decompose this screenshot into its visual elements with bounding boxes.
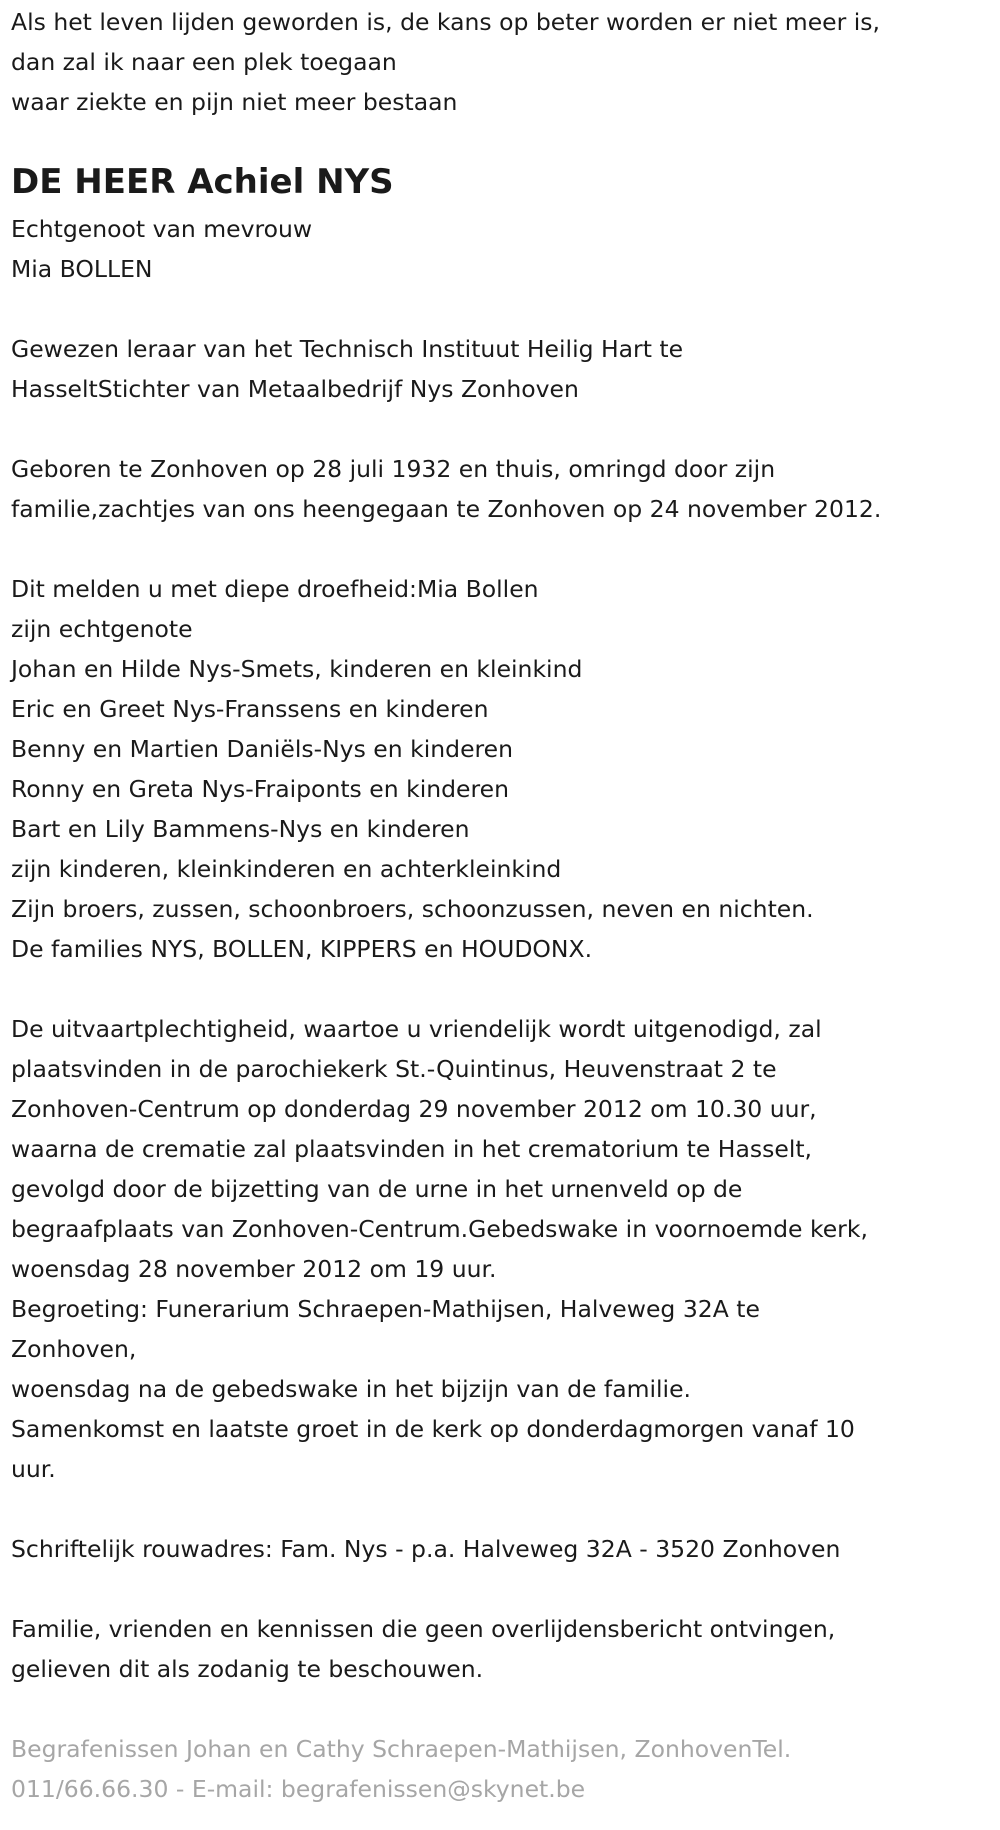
funeral-line: woensdag na de gebedswake in het bijzijn van de familie. xyxy=(11,1375,691,1403)
notice-line: gelieven dit als zodanig te beschouwen. xyxy=(11,1655,484,1683)
poem-section xyxy=(11,2,989,122)
career-line: HasseltStichter van Metaalbedrijf Nys Zonhoven xyxy=(11,375,579,403)
address-section xyxy=(11,1529,989,1569)
spouse-line: Mia BOLLEN xyxy=(11,255,153,283)
funeral-line: Samenkomst en laatste groet in de kerk op donderdagmorgen vanaf 10 xyxy=(11,1415,855,1443)
birth-death-line: Geboren te Zonhoven op 28 juli 1932 en thuis, omringd door zijn xyxy=(11,455,776,483)
spouse-section xyxy=(11,209,989,289)
spacer xyxy=(11,1689,989,1729)
funeral-line: plaatsvinden in de parochiekerk St.-Quintinus, Heuvenstraat 2 te xyxy=(11,1055,777,1083)
family-line: Ronny en Greta Nys-Fraiponts en kinderen xyxy=(11,775,509,803)
spacer xyxy=(11,409,989,449)
spacer xyxy=(11,289,989,329)
funeral-line: begraafplaats van Zonhoven-Centrum.Gebedswake in voornoemde kerk, xyxy=(11,1215,868,1243)
poem-line: waar ziekte en pijn niet meer bestaan xyxy=(11,88,458,116)
family-line: Benny en Martien Daniëls-Nys en kinderen xyxy=(11,735,514,763)
footer-line: Begrafenissen Johan en Cathy Schraepen-Mathijsen, ZonhovenTel. xyxy=(11,1735,792,1763)
footer-line: 011/66.66.30 - E-mail: begrafenissen@skynet.be xyxy=(11,1775,586,1803)
spouse-line: Echtgenoot van mevrouw xyxy=(11,215,313,243)
notice-section xyxy=(11,1609,989,1689)
family-line: zijn echtgenote xyxy=(11,615,193,643)
funeral-line: woensdag 28 november 2012 om 19 uur. xyxy=(11,1255,497,1283)
funeral-home-footer xyxy=(11,1729,989,1809)
family-line: De families NYS, BOLLEN, KIPPERS en HOUDONX. xyxy=(11,935,593,963)
spacer xyxy=(11,969,989,1009)
funeral-line: waarna de crematie zal plaatsvinden in het crematorium te Hasselt, xyxy=(11,1135,813,1163)
family-line: Bart en Lily Bammens-Nys en kinderen xyxy=(11,815,470,843)
family-line: Eric en Greet Nys-Franssens en kinderen xyxy=(11,695,489,723)
mourning-address: Schriftelijk rouwadres: Fam. Nys - p.a. Halveweg 32A - 3520 Zonhoven xyxy=(11,1535,841,1563)
family-section xyxy=(11,569,989,969)
funeral-line: De uitvaartplechtigheid, waartoe u vriendelijk wordt uitgenodigd, zal xyxy=(11,1015,822,1043)
family-line: Zijn broers, zussen, schoonbroers, schoonzussen, neven en nichten. xyxy=(11,895,814,923)
family-line: Dit melden u met diepe droefheid:Mia Bollen xyxy=(11,575,539,603)
family-line: zijn kinderen, kleinkinderen en achterkleinkind xyxy=(11,855,562,883)
spacer xyxy=(11,529,989,569)
career-section xyxy=(11,329,989,409)
spacer xyxy=(11,1569,989,1609)
notice-line: Familie, vrienden en kennissen die geen overlijdensbericht ontvingen, xyxy=(11,1615,836,1643)
funeral-line: uur. xyxy=(11,1455,56,1483)
funeral-line: Zonhoven-Centrum op donderdag 29 november 2012 om 10.30 uur, xyxy=(11,1095,817,1123)
funeral-line: gevolgd door de bijzetting van de urne in het urnenveld op de xyxy=(11,1175,743,1203)
family-line: Johan en Hilde Nys-Smets, kinderen en kleinkind xyxy=(11,655,583,683)
poem-line: dan zal ik naar een plek toegaan xyxy=(11,48,397,76)
birth-death-line: familie,zachtjes van ons heengegaan te Zonhoven op 24 november 2012. xyxy=(11,495,882,523)
deceased-name-title: DE HEER Achiel NYS xyxy=(11,162,394,202)
birth-death-section xyxy=(11,449,989,529)
spacer xyxy=(11,1489,989,1529)
poem-line: Als het leven lijden geworden is, de kans op beter worden er niet meer is, xyxy=(11,8,880,36)
funeral-line: Begroeting: Funerarium Schraepen-Mathijsen, Halveweg 32A te xyxy=(11,1295,760,1323)
funeral-line: Zonhoven, xyxy=(11,1335,137,1363)
funeral-section xyxy=(11,1009,989,1489)
career-line: Gewezen leraar van het Technisch Instituut Heilig Hart te xyxy=(11,335,684,363)
